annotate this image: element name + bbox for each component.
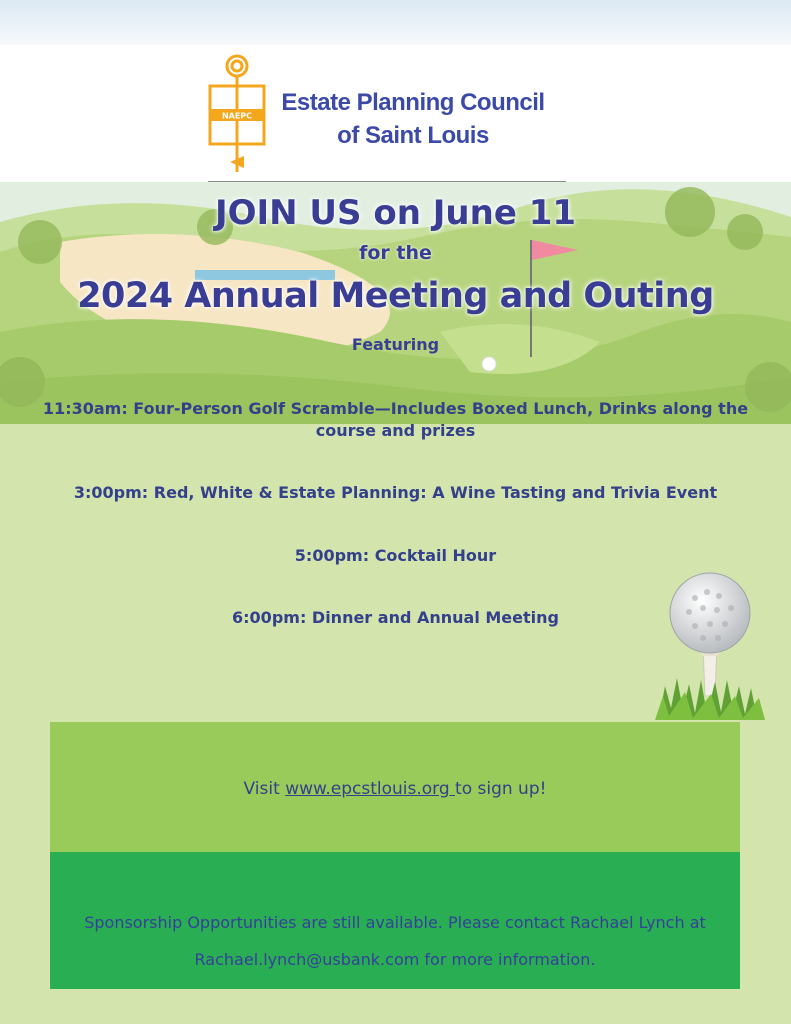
- header-divider: [208, 181, 566, 182]
- sponsorship-line1: Sponsorship Opportunities are still available. Please contact Rachael Lynch at: [84, 913, 706, 932]
- for-the-text: for the: [359, 242, 432, 264]
- schedule-item-dinner: 6:00pm: Dinner and Annual Meeting: [232, 608, 559, 627]
- org-name: [268, 86, 558, 152]
- schedule-item-golf: 11:30am: Four-Person Golf Scramble—Includes Boxed Lunch, Drinks along the course and prizes: [42, 399, 749, 440]
- featuring-label: Featuring: [351, 335, 440, 354]
- naepc-logo: [206, 52, 268, 176]
- signup-prefix: Visit: [243, 779, 286, 799]
- signup-text: [0, 777, 790, 801]
- event-title: 2024 Annual Meeting and Outing: [77, 276, 714, 316]
- golf-ball-icon: [655, 568, 765, 720]
- logo-text: NAEPC: [221, 111, 253, 121]
- sponsorship-line2: Rachael.lynch@usbank.com for more information.: [194, 950, 596, 969]
- signup-suffix: to sign up!: [455, 779, 547, 799]
- sponsorship-text: [50, 904, 740, 978]
- join-us-heading: JOIN US on June 11: [214, 193, 577, 233]
- org-name-line2: of Saint Louis: [337, 122, 489, 149]
- schedule-item-cocktail: 5:00pm: Cocktail Hour: [294, 546, 497, 565]
- schedule-item-wine-tasting: 3:00pm: Red, White & Estate Planning: A Wine Tasting and Trivia Event: [73, 483, 718, 502]
- website-link[interactable]: www.epcstlouis.org: [285, 779, 456, 799]
- org-name-line1: Estate Planning Council: [281, 89, 545, 116]
